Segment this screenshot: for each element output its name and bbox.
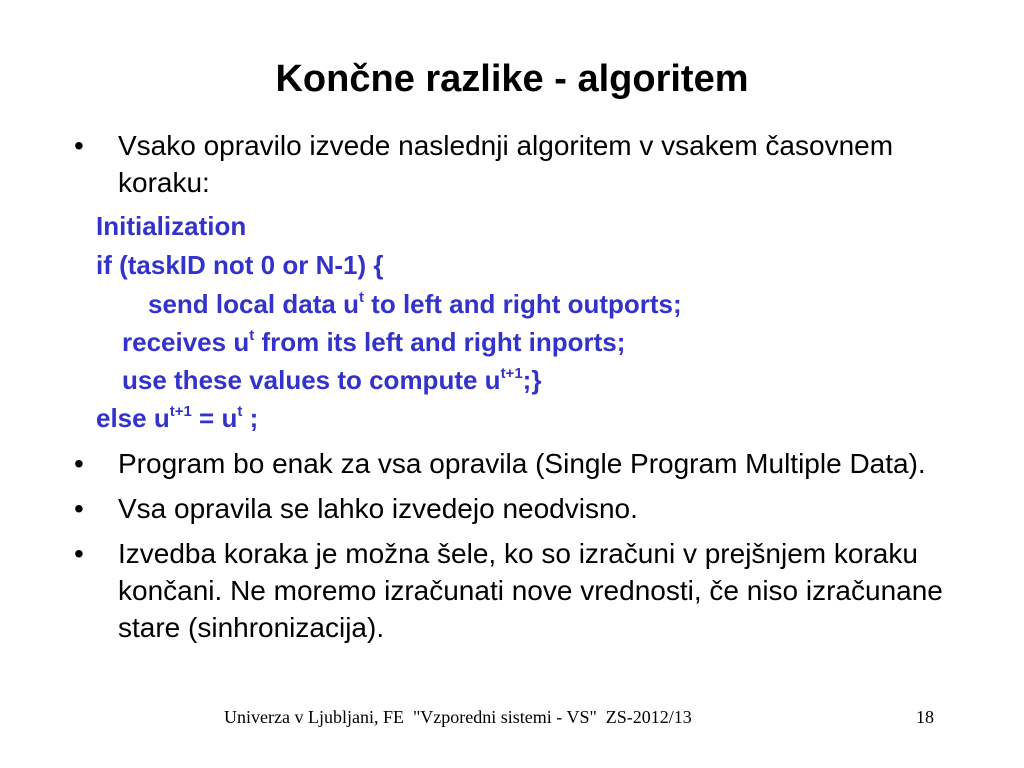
bullet-text: Izvedba koraka je možna šele, ko so izračuni v prejšnjem koraku končani. Ne moremo izračunati nove vrednosti, če niso izračunane stare (sinhronizacija). — [118, 538, 943, 643]
code-text: use these values to compute u — [122, 365, 501, 395]
superscript: t — [249, 327, 255, 344]
code-line-send — [148, 285, 682, 323]
footer-text: Univerza v Ljubljani, FE "Vzporedni sistemi - VS" ZS-2012/13 — [224, 707, 692, 727]
code-text: ; — [242, 403, 259, 433]
bullet-text: Program bo enak za vsa opravila (Single Program Multiple Data). — [118, 448, 926, 479]
bullet-item — [74, 127, 954, 201]
bullet-icon: • — [74, 493, 84, 524]
code-text: from its left and right inports; — [254, 327, 626, 357]
bullet-list-bottom — [74, 445, 954, 646]
page-number: 18 — [916, 707, 934, 727]
superscript: t+1 — [500, 365, 523, 382]
code-text: = u — [191, 403, 238, 433]
code-text: receives u — [122, 327, 250, 357]
code-line-compute — [122, 361, 541, 399]
superscript: t — [237, 403, 243, 420]
bullet-icon: • — [74, 448, 84, 479]
code-line-else — [96, 399, 258, 437]
code-text: send local data u — [148, 289, 359, 319]
slide-title: Končne razlike - algoritem — [275, 58, 749, 100]
code-line-receive — [122, 323, 625, 361]
code-line-if: if (taskID not 0 or N-1) { — [96, 250, 384, 280]
bullet-item — [74, 490, 954, 527]
bullet-text: Vsa opravila se lahko izvedejo neodvisno. — [118, 493, 638, 524]
code-text: else u — [96, 403, 170, 433]
code-text: to left and right outports; — [363, 289, 682, 319]
code-text: ;} — [522, 365, 542, 395]
bullet-list-top — [74, 127, 954, 201]
code-line-initialization: Initialization — [96, 211, 247, 241]
bullet-icon: • — [74, 538, 84, 569]
superscript: t — [358, 289, 364, 306]
bullet-text: Vsako opravilo izvede naslednji algoritem v vsakem časovnem koraku: — [118, 130, 894, 198]
superscript: t+1 — [169, 403, 192, 420]
bullet-item — [74, 535, 954, 646]
bullet-item — [74, 445, 954, 482]
bullet-icon: • — [74, 130, 84, 161]
